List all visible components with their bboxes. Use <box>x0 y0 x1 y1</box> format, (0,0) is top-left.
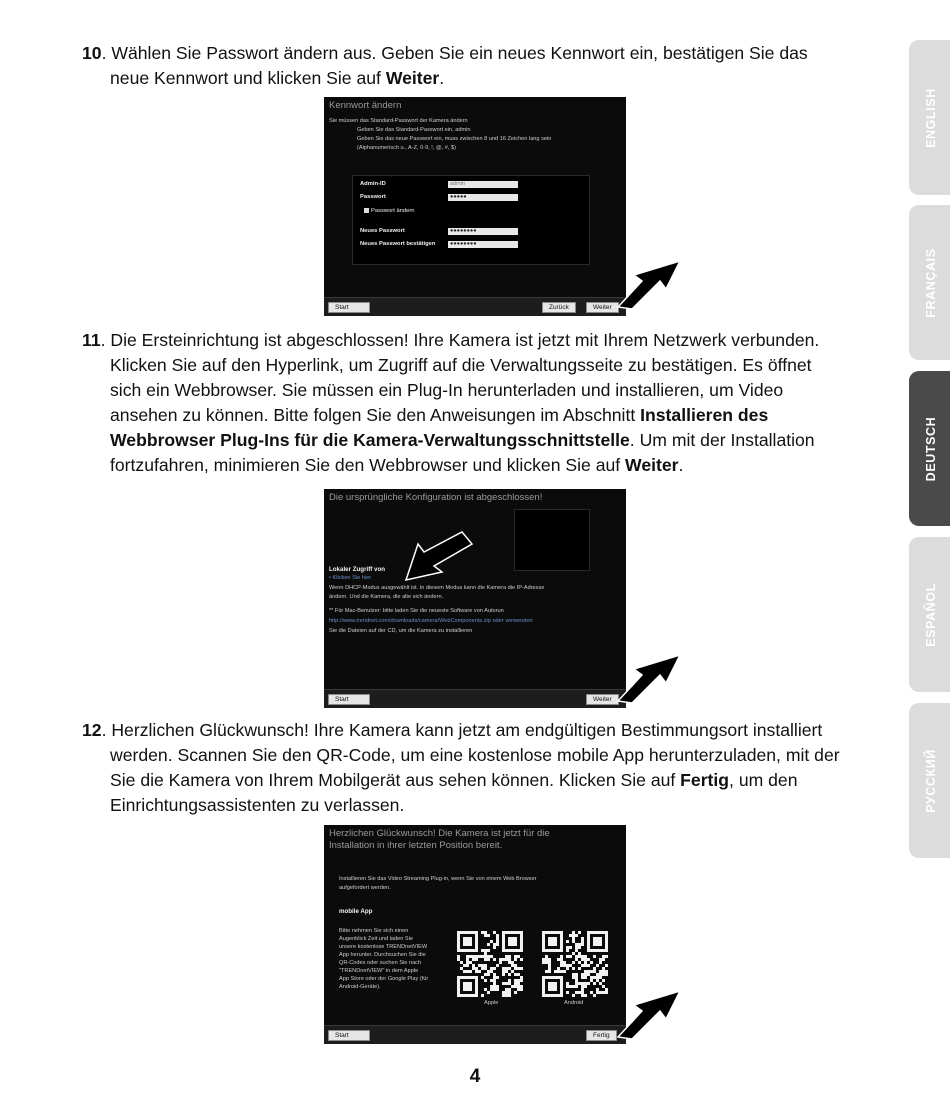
step-11-bold-2: Webbrowser Plug-Ins für die Kamera-Verwaltungsschnittstelle <box>110 430 630 450</box>
step-12-line-2: werden. Scannen Sie den QR-Code, um eine kostenlose mobile App herunterzuladen, mit der <box>110 745 840 765</box>
intro-line-2: Geben Sie das Standard-Passwort ein, admin <box>357 127 471 133</box>
password-field[interactable]: ●●●●● <box>448 194 518 201</box>
tab-francais-label: FRANÇAIS <box>924 247 938 318</box>
change-password-title: Kennwort ändern <box>329 100 402 111</box>
apple-label: Apple <box>484 1000 499 1006</box>
screenshot-change-password <box>324 97 626 316</box>
intro-line-1: Sie müssen das Standard-Passwort der Kamera ändern <box>329 118 468 124</box>
cd-note: Sie die Dateien auf der CD, um die Kamera zu installieren <box>329 628 473 634</box>
step-11-line-4: ansehen zu können. Bitte folgen Sie den Anweisungen im Abschnitt <box>110 405 641 425</box>
plugin-note-1: Installieren Sie das Video Streaming Plug-in, wenn Sie von einem Web Browser <box>339 876 537 882</box>
setup-complete-title: Die ursprüngliche Konfiguration ist abgeschlossen! <box>329 492 543 503</box>
wizard-bottom-bar <box>324 689 626 708</box>
tab-espanol[interactable] <box>909 537 950 692</box>
step-11-bold-1: Installieren des <box>640 405 769 425</box>
step-12-number: 12 <box>82 720 102 740</box>
tab-deutsch-label: DEUTSCH <box>924 416 938 481</box>
android-label: Android <box>564 1000 584 1006</box>
tab-english[interactable] <box>909 40 950 195</box>
tab-english-label: ENGLISH <box>924 87 938 148</box>
next-button[interactable]: Weiter <box>586 302 619 313</box>
step-12-fertig-bold: Fertig <box>680 770 730 790</box>
tab-russian[interactable] <box>909 703 950 858</box>
checkbox-icon[interactable] <box>364 208 369 213</box>
step-12-line-1: . Herzlichen Glückwunsch! Ihre Kamera kann jetzt am endgültigen Bestimmungsort installiert <box>101 720 823 740</box>
app-body-7: App Store oder der Google Play (für <box>339 976 429 982</box>
pointer-arrow-icon <box>612 649 690 705</box>
start-button[interactable]: Start <box>328 694 370 705</box>
mobile-app-heading: mobile App <box>339 908 373 915</box>
app-body-3: unsere kostenlose TRENDnetVIEW <box>339 944 428 950</box>
dhcp-note-2: ändern. Und die Kamera, die alte sich ändern. <box>329 594 444 600</box>
step-10-line-2: neue Kennwort und klicken Sie auf <box>110 68 386 88</box>
plugin-note-2: aufgefordert werden. <box>339 885 391 891</box>
back-button[interactable]: Zurück <box>542 302 576 313</box>
confirm-password-label: Neues Passwort bestätigen <box>360 241 436 247</box>
admin-id-field[interactable]: admin <box>448 181 518 188</box>
pointer-arrow-icon <box>612 985 690 1041</box>
step-11-line-6-end: . <box>678 455 684 475</box>
change-password-checkbox-label[interactable] <box>364 208 415 214</box>
dhcp-note-1: Wenn DHCP-Modus ausgewählt ist. In diesem Modus kann die Kamera die IP-Adresse <box>329 585 545 591</box>
step-10-weiter-bold: Weiter <box>385 68 440 88</box>
download-url-link[interactable]: http://www.trendnet.com/downloads/camera/WebComponents.zip oder verwenden <box>329 618 533 624</box>
step-11-line-5: . Um mit der Installation <box>629 430 815 450</box>
step-11-line-2: Klicken Sie auf den Hyperlink, um Zugriff auf die Verwaltungsseite zu bestätigen. Es öffnet <box>110 355 812 375</box>
new-password-field[interactable]: ●●●●●●●● <box>448 228 518 235</box>
wizard-bottom-bar <box>324 297 626 316</box>
intro-line-4: (Alphanumerisch u., A-Z, 0-9, !, @, #, $) <box>357 145 456 151</box>
tab-francais[interactable] <box>909 205 950 360</box>
camera-preview-box <box>514 509 590 571</box>
step-12-line-4: Einrichtungsassistenten zu verlassen. <box>110 795 405 815</box>
password-form-panel <box>352 175 590 265</box>
app-body-4: App herunter. Durchsuchen Sie die <box>339 952 426 958</box>
intro-line-3: Geben Sie das neue Passwort ein, muss zwischen 8 und 16 Zeichen lang sein <box>357 136 552 142</box>
wizard-bottom-bar <box>324 1025 626 1044</box>
admin-id-label: Admin-ID <box>360 181 386 187</box>
start-button[interactable]: Start <box>328 1030 370 1041</box>
confirm-password-field[interactable]: ●●●●●●●● <box>448 241 518 248</box>
new-password-label: Neues Passwort <box>360 228 405 234</box>
app-body-5: QR-Codes oder suchen Sie nach <box>339 960 422 966</box>
finish-button[interactable]: Fertig <box>586 1030 617 1041</box>
page-number: 4 <box>469 1066 481 1087</box>
change-password-text: Passwort ändern <box>371 208 415 215</box>
step-12-text <box>82 718 882 818</box>
step-10-text <box>82 41 882 91</box>
step-11-line-3: sich ein Webbrowser. Sie müssen ein Plug-In herunterladen und installieren, um Video <box>110 380 784 400</box>
start-button[interactable]: Start <box>328 302 370 313</box>
next-button[interactable]: Weiter <box>586 694 619 705</box>
step-11-line-1: . Die Ersteinrichtung ist abgeschlossen! Ihre Kamera ist jetzt mit Ihrem Netzwerk verbunden. <box>100 330 820 350</box>
app-body-8: Android-Geräte). <box>339 984 381 990</box>
pointer-arrow-icon <box>612 255 690 311</box>
step-10-line-1: . Wählen Sie Passwort ändern aus. Geben Sie ein neues Kennwort ein, bestätigen Sie das <box>101 43 808 63</box>
step-11-text <box>82 328 882 478</box>
app-body-1: Bitte nehmen Sie sich einen <box>339 928 409 934</box>
step-12-line-3: Sie die Kamera von Ihrem Mobilgerät aus sehen können. Klicken Sie auf <box>110 770 681 790</box>
step-12-line-3-end: , um den <box>729 770 798 790</box>
screenshot-setup-complete <box>324 489 626 708</box>
step-11-line-6: fortzufahren, minimieren Sie den Webbrowser und klicken Sie auf <box>110 455 626 475</box>
congrats-title-1: Herzlichen Glückwunsch! Die Kamera ist jetzt für die <box>329 828 550 839</box>
tab-deutsch[interactable] <box>909 371 950 526</box>
password-label: Passwort <box>360 194 386 200</box>
pointer-arrow-icon <box>400 530 476 586</box>
step-10-line-2-end: . <box>439 68 445 88</box>
tab-russian-label: РУССКИЙ <box>924 748 938 813</box>
local-access-label: Lokaler Zugriff von <box>329 566 386 573</box>
congrats-title-2: Installation in ihrer letzten Position bereit. <box>329 840 503 851</box>
step-10-number: 10 <box>82 43 102 63</box>
qr-code-android-icon[interactable] <box>542 931 608 997</box>
qr-code-apple-icon[interactable] <box>457 931 523 997</box>
mac-note: ** Für Mac-Benutzer: bitte laden Sie die neueste Software von Autorun <box>329 608 504 614</box>
app-body-6: "TRENDnetVIEW" in dem Apple <box>339 968 419 974</box>
step-11-number: 11 <box>82 330 101 350</box>
app-body-2: Augenblick Zeit und laden Sie <box>339 936 414 942</box>
step-11-weiter-bold: Weiter <box>625 455 679 475</box>
click-here-link[interactable]: • Klicken Sie hier <box>329 575 372 581</box>
screenshot-congratulations <box>324 825 626 1044</box>
tab-espanol-label: ESPAÑOL <box>924 582 938 647</box>
